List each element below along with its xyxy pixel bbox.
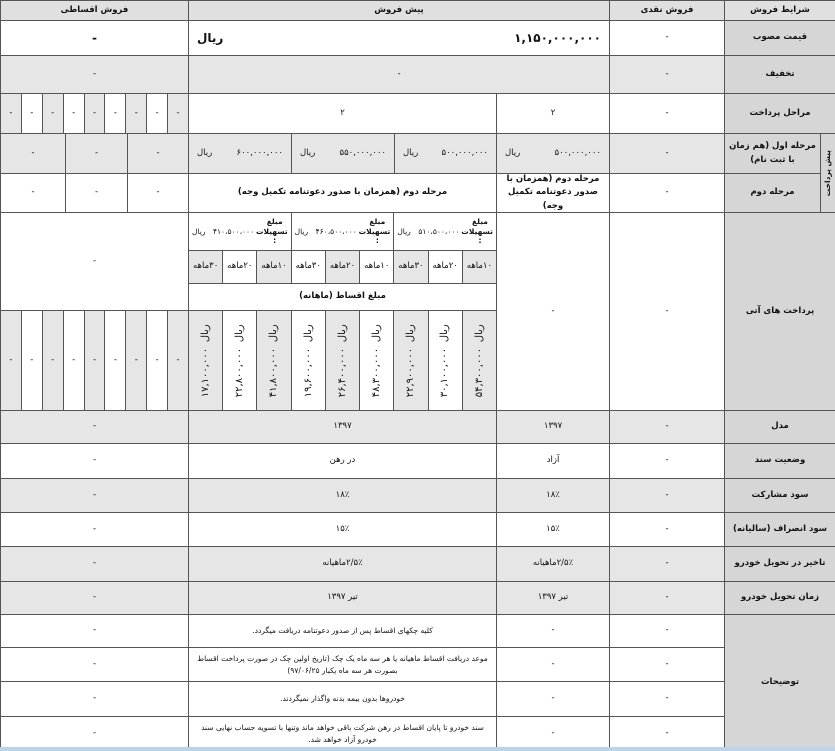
row-presale-b: [188, 478, 497, 513]
stage1-presale-amount: [496, 133, 610, 174]
row-cash: [609, 410, 725, 444]
cell-text: تخفیف: [765, 68, 795, 79]
cell-text: -: [92, 68, 97, 79]
cell-text: -: [665, 32, 669, 43]
installment-amount-cell: [393, 310, 428, 411]
row-presale-a: [496, 443, 610, 479]
note-text: [188, 716, 497, 751]
cell-text: -: [92, 30, 97, 45]
cell-text: مرحله دوم: [750, 187, 795, 198]
cell-text: سند خودرو تا پایان اقساط در رهن شرکت باقی خواهد ماند وتنها با تسویه حساب نهایی سند خودرو آزاد خواهد شد.: [201, 723, 484, 744]
term-cell: [462, 250, 497, 284]
stage1-installment-cell: [65, 133, 128, 174]
cell-text: -: [665, 558, 669, 569]
vertical-amount: [301, 321, 317, 400]
cell-text: ۱۵٪: [546, 523, 560, 534]
note-installment: [0, 681, 189, 717]
row-installment: [0, 581, 189, 615]
future-installment-cell: [167, 310, 189, 411]
row-cash: [609, 512, 725, 547]
cell-text: -: [51, 107, 55, 118]
cell-text: مبلغ اقساط (ماهانه): [299, 291, 386, 302]
cell-text: -: [94, 187, 99, 198]
discount-presale: [188, 55, 610, 94]
row-label: [724, 410, 835, 444]
cell-text: -: [92, 489, 97, 500]
note-cash: [609, 716, 725, 751]
stages-installment-cell: [146, 93, 168, 134]
future-cash: [609, 212, 725, 411]
cell-text: -: [134, 354, 138, 365]
facility-label: مبلغ تسهیلات :: [358, 216, 391, 246]
unit: ریال: [473, 323, 485, 342]
cell-text: آزاد: [546, 455, 560, 466]
unit: ریال: [234, 323, 246, 342]
future-payments-label: [724, 212, 835, 411]
cell-text: -: [92, 523, 97, 534]
facility-amount-value: ۵۱۰،۵۰۰،۰۰۰: [418, 226, 460, 236]
note-text: [188, 647, 497, 682]
cell-text: -: [665, 489, 669, 500]
future-installment-cell: [84, 310, 106, 411]
future-installment-cell: [125, 310, 147, 411]
cell-text: -: [30, 107, 34, 118]
amount: ۱۷,۱۰۰,۰۰۰: [199, 347, 211, 398]
cell-text: -: [156, 147, 160, 158]
installment-amount-cell: [359, 310, 394, 411]
facility-unit: ریال: [294, 226, 309, 236]
amount: ۲۲,۸۰۰,۰۰۰: [234, 347, 246, 398]
row-label: [724, 443, 835, 479]
bottom-strip: [0, 747, 835, 751]
facility-amount: [393, 212, 497, 251]
header-installment-sale: [0, 0, 189, 21]
amount: ۵۰۰,۰۰۰,۰۰۰: [554, 147, 601, 158]
stages-installment-cell: [42, 93, 64, 134]
row-presale-b: [188, 443, 497, 479]
discount-cash: [609, 55, 725, 94]
row-installment: [0, 443, 189, 479]
row-label: [724, 478, 835, 513]
row-presale-b: [188, 581, 497, 615]
unit: ریال: [405, 323, 417, 342]
vertical-amount: [369, 321, 385, 400]
discount-label: [724, 55, 835, 94]
term-cell: [291, 250, 326, 284]
note-cash: [609, 681, 725, 717]
unit: ریال: [268, 323, 280, 342]
cell-text: -: [92, 455, 97, 466]
cell-text: -: [665, 147, 669, 158]
cell-text: -: [665, 625, 669, 636]
term-cell: [222, 250, 257, 284]
facility-label: مبلغ تسهیلات :: [461, 216, 493, 246]
stages-cash: [609, 93, 725, 134]
amount: ۴۱,۸۰۰,۰۰۰: [268, 347, 280, 398]
cell-text: موعد دریافت اقساط ماهیانه یا هر سه ماه یک چک (تاریخ اولین چک در صورت پرداخت اقساط بصورت هر سه ماه یکبار ۹۷/۰۶/۲۵): [197, 653, 488, 675]
cell-text: -: [94, 147, 99, 158]
stages-installment-cell: [84, 93, 106, 134]
term-cell: [393, 250, 428, 284]
cell-text: -: [92, 728, 97, 739]
stage1-installment-cell: [0, 133, 66, 174]
future-installment-top: [0, 212, 189, 311]
cell-text: ۱۰ماهه: [364, 261, 390, 272]
row-label: [724, 581, 835, 615]
vertical-amount: [472, 321, 488, 400]
row-installment: [0, 478, 189, 513]
cell-text: شرایط فروش: [750, 4, 810, 15]
row-cash: [609, 443, 725, 479]
unit: ریال: [199, 323, 211, 342]
row-presale-a: [496, 581, 610, 615]
row-installment: [0, 546, 189, 582]
cell-text: تیر ۱۳۹۷: [327, 592, 358, 603]
unit: ریال: [505, 147, 521, 158]
stages-installment-cell: [21, 93, 43, 134]
row-cash: [609, 478, 725, 513]
cell-text: ۱۰ماهه: [261, 261, 287, 272]
vertical-amount: [266, 321, 282, 400]
stage2-installment-cell: [127, 173, 189, 213]
cell-text: -: [92, 255, 97, 266]
cell-text: مرحله دوم (همزمان با صدور دعوتنامه تکمیل وجه): [237, 187, 448, 198]
cell-text: مراحل پرداخت: [749, 107, 811, 118]
vertical-amount: [335, 321, 351, 400]
row-installment: [0, 410, 189, 444]
amount: ۵۰۰,۰۰۰,۰۰۰: [441, 147, 488, 158]
unit: ریال: [336, 323, 348, 342]
header-cash-sale: [609, 0, 725, 21]
cell-text: سود انصراف (سالیانه): [732, 523, 828, 534]
row-presale-b: [188, 512, 497, 547]
cell-text: ۲۰ماهه: [329, 261, 356, 272]
cell-text: -: [51, 354, 55, 365]
cell-text: فروش اقساطی: [60, 4, 129, 15]
cell-text: -: [113, 107, 117, 118]
row-installment: [0, 512, 189, 547]
row-label: [724, 512, 835, 547]
row-presale-a: [496, 410, 610, 444]
cell-text: زمان تحویل خودرو: [741, 592, 819, 603]
facility-amount-value: ۴۱۰،۵۰۰،۰۰۰: [213, 226, 255, 236]
discount-installment: [0, 55, 189, 94]
cell-text: -: [551, 658, 555, 669]
vertical-amount: [232, 321, 248, 400]
cell-text: فروش نقدی: [640, 4, 694, 15]
note-cash: [609, 614, 725, 648]
cell-text: کلیه چکهای اقساط پس از صدور دعوتنامه دریافت میگردد.: [252, 626, 433, 636]
cell-text: -: [31, 187, 35, 198]
cell-text: -: [92, 107, 97, 118]
future-installment-cell: [21, 310, 43, 411]
cell-text: -: [156, 187, 160, 198]
cell-text: -: [551, 693, 555, 704]
stage1-installment-cell: [127, 133, 189, 174]
row-presale-b: [188, 546, 497, 582]
cell-text: -: [92, 558, 97, 569]
cell-text: ۱۳۹۷: [543, 421, 563, 432]
vertical-amount: [403, 321, 419, 400]
cell-text: مرحله دوم (همزمان با صدور دعوتنامه تکمیل وجه): [506, 174, 600, 211]
installment-amount-cell: [428, 310, 463, 411]
amount: ۳۰,۱۰۰,۰۰۰: [439, 347, 451, 398]
stage2-presale-b: [188, 173, 497, 213]
cell-text: -: [665, 523, 669, 534]
future-installment-cell: [42, 310, 64, 411]
cell-text: پیش فروش: [374, 4, 424, 15]
header-presale: [188, 0, 610, 21]
cell-text: -: [665, 658, 669, 669]
cell-text: ۲/۵٪ماهیانه: [322, 558, 363, 569]
cell-text: -: [9, 107, 13, 118]
cell-text: -: [92, 354, 97, 365]
stage2-installment-cell: [0, 173, 66, 213]
amount: ۵۵۰,۰۰۰,۰۰۰: [339, 147, 386, 158]
unit: ریال: [403, 147, 419, 158]
cell-text: -: [665, 455, 669, 466]
amount: ۴۸,۳۰۰,۰۰۰: [370, 347, 382, 398]
stage1-presale-amount: [291, 133, 395, 174]
cell-text: خودروها بدون بیمه بدنه واگذار نمیگردند.: [280, 694, 405, 704]
cell-text: -: [30, 354, 34, 365]
cell-text: -: [665, 68, 669, 79]
cell-text: -: [665, 592, 669, 603]
cell-text: -: [92, 625, 97, 636]
cell-text: -: [155, 107, 159, 118]
installments-title: [188, 283, 497, 311]
header-conditions: [724, 0, 835, 21]
unit: ریال: [439, 323, 451, 342]
installment-amount-cell: [325, 310, 360, 411]
price-installment: [0, 20, 189, 56]
installment-amount-cell: [256, 310, 291, 411]
vertical-amount: [437, 321, 453, 400]
row-presale-b: [188, 410, 497, 444]
cell-text: -: [551, 728, 555, 739]
future-installment-cell: [63, 310, 85, 411]
term-cell: [188, 250, 223, 284]
stage2-cash: [609, 173, 725, 213]
cell-text: ۱۰ماهه: [466, 261, 493, 272]
stage1-cash: [609, 133, 725, 174]
cell-text: ۲/۵٪ماهیانه: [532, 558, 574, 569]
unit: ریال: [370, 323, 382, 342]
price-amount: ۱,۱۵۰,۰۰۰,۰۰۰: [514, 30, 601, 45]
note-presale-a: [496, 647, 610, 682]
cell-text: -: [72, 107, 76, 118]
price-label: [724, 20, 835, 56]
stage2-label: [724, 173, 821, 213]
stage1-label: [724, 133, 821, 174]
cell-text: -: [92, 421, 97, 432]
cell-text: ۱۳۹۷: [333, 421, 352, 432]
amount: ۲۲,۹۰۰,۰۰۰: [405, 347, 417, 398]
cell-text: ۲: [340, 107, 345, 118]
facility-unit: ریال: [192, 226, 206, 236]
stages-installment-cell: [125, 93, 147, 134]
prepayment-group-text: پیش پرداخت: [823, 149, 833, 197]
installment-amount-cell: [222, 310, 257, 411]
stages-installment-cell: [63, 93, 85, 134]
future-installment-cell: [146, 310, 168, 411]
cell-text: مدل: [771, 421, 789, 432]
term-cell: [325, 250, 360, 284]
cell-text: -: [665, 728, 669, 739]
cell-text: ۱۵٪: [335, 523, 350, 534]
term-cell: [256, 250, 291, 284]
price-presale: [188, 20, 610, 56]
cell-text: ۳۰ماهه: [192, 261, 219, 272]
note-cash: [609, 647, 725, 682]
cell-text: ۳۰ماهه: [295, 261, 321, 272]
stages-presale-b: [188, 93, 497, 134]
row-cash: [609, 581, 725, 615]
cell-text: -: [176, 354, 180, 365]
cell-text: -: [665, 187, 669, 198]
cell-text: قیمت مصوب: [752, 32, 808, 43]
cell-text: ۳۰ماهه: [398, 261, 424, 272]
facility-amount-value: ۴۶۰،۵۰۰،۰۰۰: [315, 226, 357, 236]
cell-text: مرحله اول (هم زمان با ثبت نام): [729, 141, 816, 165]
cell-text: -: [92, 658, 97, 669]
cell-text: ۲۰ماهه: [227, 261, 253, 272]
prepayment-group-label: [820, 133, 835, 213]
price-unit: ریال: [197, 30, 224, 45]
cell-text: در رهن: [329, 455, 356, 466]
cell-text: -: [113, 354, 117, 365]
row-presale-a: [496, 546, 610, 582]
term-cell: [359, 250, 394, 284]
amount: ۵۴,۳۰۰,۰۰۰: [473, 347, 485, 398]
cell-text: -: [665, 421, 669, 432]
note-presale-a: [496, 614, 610, 648]
note-presale-a: [496, 681, 610, 717]
cell-text: ۱۸٪: [546, 489, 560, 500]
stages-installment-cell: [104, 93, 126, 134]
installment-amount-cell: [188, 310, 223, 411]
facility-label: مبلغ تسهیلات :: [255, 216, 288, 246]
installment-amount-cell: [291, 310, 326, 411]
vertical-amount: [198, 321, 214, 400]
cell-text: -: [155, 354, 159, 365]
notes-label: [724, 614, 835, 751]
unit: ریال: [300, 147, 316, 158]
future-presale-a: [496, 212, 610, 411]
stages-presale-a: [496, 93, 610, 134]
cell-text: ۲۰ماهه: [432, 261, 458, 272]
cell-text: سود مشارکت: [751, 489, 809, 500]
price-cash: [609, 20, 725, 56]
cell-text: -: [9, 354, 13, 365]
cell-text: وضعیت سند: [754, 455, 806, 466]
note-installment: [0, 716, 189, 751]
stages-label: [724, 93, 835, 134]
cell-text: -: [551, 305, 555, 316]
stage2-presale-a: [496, 173, 610, 213]
cell-text: -: [176, 107, 180, 118]
amount: ۲۶,۴۰۰,۰۰۰: [336, 347, 348, 398]
cell-text: پرداخت های آتی: [745, 305, 815, 316]
stage1-presale-amount: [394, 133, 497, 174]
future-installment-cell: [0, 310, 22, 411]
unit: ریال: [302, 323, 314, 342]
cell-text: -: [92, 592, 97, 603]
row-presale-a: [496, 478, 610, 513]
row-cash: [609, 546, 725, 582]
cell-text: -: [72, 354, 76, 365]
cell-text: -: [31, 147, 35, 158]
cell-text: تیر ۱۳۹۷: [537, 592, 569, 603]
stages-installment-cell: [167, 93, 189, 134]
cell-text: -: [665, 693, 669, 704]
note-text: [188, 614, 497, 648]
cell-text: تاخیر در تحویل خودرو: [734, 558, 826, 569]
note-installment: [0, 614, 189, 648]
cell-text: -: [665, 107, 669, 118]
cell-text: توضیحات: [760, 677, 800, 688]
cell-text: ۱۸٪: [335, 489, 350, 500]
stage2-installment-cell: [65, 173, 128, 213]
cell-text: -: [134, 107, 138, 118]
stages-installment-cell: [0, 93, 22, 134]
cell-text: ۲: [550, 107, 556, 118]
cell-text: -: [397, 68, 401, 79]
cell-text: -: [92, 693, 97, 704]
cell-text: -: [665, 305, 669, 316]
note-installment: [0, 647, 189, 682]
row-label: [724, 546, 835, 582]
unit: ریال: [197, 147, 213, 158]
installment-amount-cell: [462, 310, 497, 411]
cell-text: -: [551, 625, 555, 636]
stage1-presale-amount: [188, 133, 292, 174]
note-text: [188, 681, 497, 717]
amount: ۶۰۰,۰۰۰,۰۰۰: [236, 147, 283, 158]
future-installment-cell: [104, 310, 126, 411]
row-presale-a: [496, 512, 610, 547]
facility-amount: [291, 212, 395, 251]
facility-amount: [188, 212, 292, 251]
facility-unit: ریال: [397, 226, 411, 236]
amount: ۱۹,۶۰۰,۰۰۰: [302, 347, 314, 398]
term-cell: [428, 250, 463, 284]
note-presale-a: [496, 716, 610, 751]
